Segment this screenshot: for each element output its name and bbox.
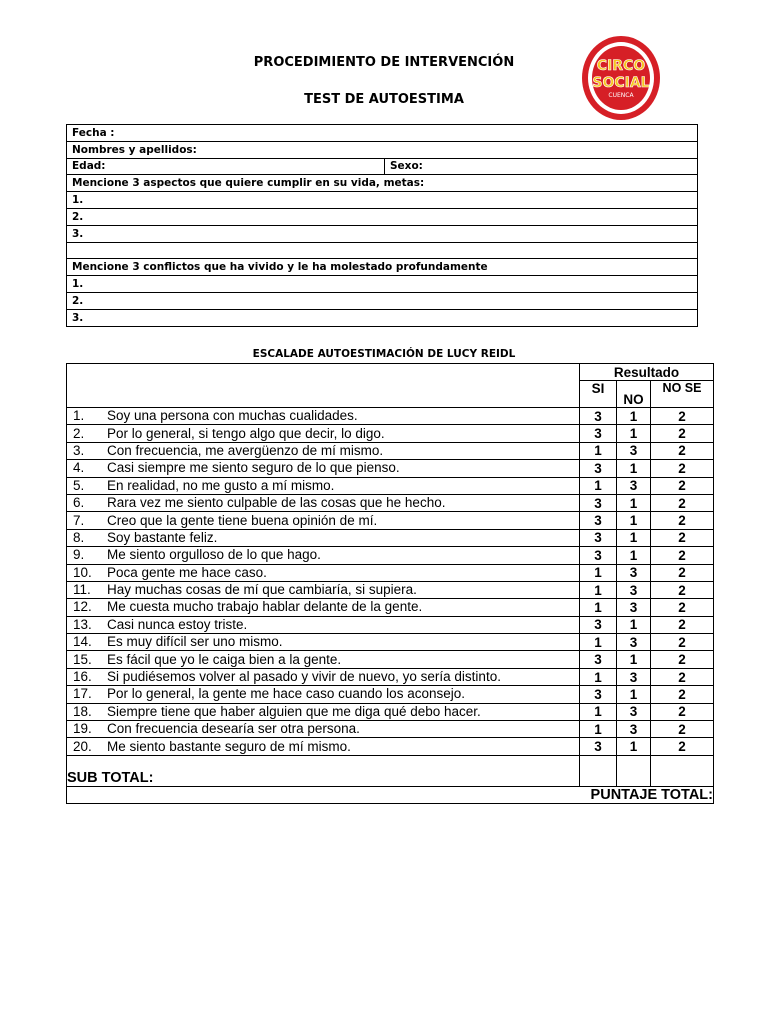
self-esteem-scale-table [66,363,714,804]
item-no-value[interactable]: 3 [617,599,651,616]
item-no-value[interactable]: 3 [617,721,651,738]
item-number: 7. [73,512,85,528]
item-no-value[interactable]: 1 [617,547,651,564]
item-si-value[interactable]: 3 [580,686,617,703]
item-text [67,408,580,425]
item-statement: Me siento bastante seguro de mí mismo. [107,738,351,754]
item-number: 14. [73,634,92,650]
item-nose-value[interactable]: 2 [651,477,714,494]
scale-item-row [67,477,714,494]
item-statement: Casi nunca estoy triste. [107,616,248,632]
edad-field[interactable]: Edad: [67,158,385,175]
item-nose-value[interactable]: 2 [651,738,714,755]
item-statement: Creo que la gente tiene buena opinión de mí. [107,512,378,528]
document-subtitle: TEST DE AUTOESTIMA [304,92,464,107]
item-text [67,564,580,581]
item-nose-value[interactable]: 2 [651,547,714,564]
svg-text:SOCIAL: SOCIAL [592,75,650,91]
item-statement: Con frecuencia desearía ser otra persona. [107,721,360,737]
item-no-value[interactable]: 3 [617,668,651,685]
item-no-value[interactable]: 3 [617,564,651,581]
item-nose-value[interactable]: 2 [651,599,714,616]
item-nose-value[interactable]: 2 [651,634,714,651]
item-number: 11. [73,582,91,598]
conflicto-line[interactable]: 2. [67,292,698,309]
conflicto-line[interactable]: 3. [67,309,698,326]
item-statement: Con frecuencia, me avergüenzo de mí mismo. [107,442,384,458]
scale-item-row [67,651,714,668]
item-text [67,529,580,546]
item-number: 19. [73,721,92,737]
item-no-value[interactable]: 1 [617,425,651,442]
item-text [67,425,580,442]
scale-item-row [67,686,714,703]
item-si-value[interactable]: 3 [580,529,617,546]
subtotal-label: SUB TOTAL: [67,755,580,786]
scale-item-row [67,703,714,720]
item-no-value[interactable]: 3 [617,581,651,598]
item-si-value[interactable]: 3 [580,425,617,442]
scale-item-row [67,581,714,598]
conflictos-label: Mencione 3 conflictos que ha vivido y le ha molestado profundamente [67,259,698,276]
item-text [67,477,580,494]
meta-line[interactable]: 2. [67,208,698,225]
svg-text:CUENCA: CUENCA [608,92,634,99]
item-statement: Es fácil que yo le caiga bien a la gente. [107,651,342,667]
item-number: 13. [73,616,92,632]
item-text [67,494,580,511]
col-nose: NO SE [651,381,714,408]
item-nose-value[interactable]: 2 [651,494,714,511]
item-si-value[interactable]: 1 [580,703,617,720]
metas-label: Mencione 3 aspectos que quiere cumplir en su vida, metas: [67,175,698,192]
item-nose-value[interactable]: 2 [651,686,714,703]
scale-item-row [67,564,714,581]
item-nose-value[interactable]: 2 [651,425,714,442]
scale-item-row [67,738,714,755]
item-nose-value[interactable]: 2 [651,581,714,598]
document-title: PROCEDIMIENTO DE INTERVENCIÓN [253,55,515,70]
item-no-value[interactable]: 1 [617,460,651,477]
item-si-value[interactable]: 1 [580,477,617,494]
item-number: 20. [73,738,92,754]
item-no-value[interactable]: 3 [617,634,651,651]
item-number: 16. [73,669,92,685]
item-statement: Poca gente me hace caso. [107,564,267,580]
item-statement: Me siento orgulloso de lo que hago. [107,547,321,563]
item-no-value[interactable]: 1 [617,738,651,755]
subtotal-nose[interactable] [651,755,714,786]
item-si-value[interactable]: 3 [580,512,617,529]
item-text [67,738,580,755]
item-statement: Rara vez me siento culpable de las cosas que he hecho. [107,495,446,511]
item-si-value[interactable]: 3 [580,460,617,477]
item-text [67,460,580,477]
item-si-value[interactable]: 3 [580,408,617,425]
item-statement: En realidad, no me gusto a mí mismo. [107,477,335,493]
blank-row [67,242,698,259]
item-number: 10. [73,564,92,580]
item-nose-value[interactable]: 2 [651,529,714,546]
item-nose-value[interactable]: 2 [651,564,714,581]
item-statement: Soy bastante feliz. [107,529,218,545]
item-statement: Soy una persona con muchas cualidades. [107,408,358,424]
item-si-value[interactable]: 3 [580,547,617,564]
item-no-value[interactable]: 3 [617,442,651,459]
item-statement: Casi siempre me siento seguro de lo que pienso. [107,460,400,476]
col-si: SI [580,381,617,408]
item-si-value[interactable]: 3 [580,494,617,511]
scale-item-row [67,512,714,529]
item-no-value[interactable]: 1 [617,616,651,633]
meta-line[interactable]: 3. [67,225,698,242]
item-number: 5. [73,477,85,493]
item-nose-value[interactable]: 2 [651,703,714,720]
item-text [67,547,580,564]
item-si-value[interactable]: 1 [580,721,617,738]
item-number: 1. [73,408,85,424]
item-no-value[interactable]: 1 [617,512,651,529]
item-statement: Hay muchas cosas de mí que cambiaría, si supiera. [107,582,417,598]
item-statement: Si pudiésemos volver al pasado y vivir de nuevo, yo sería distinto. [107,669,501,685]
item-text [67,581,580,598]
item-nose-value[interactable]: 2 [651,408,714,425]
header-blank [67,364,580,408]
item-nose-value[interactable]: 2 [651,442,714,459]
item-text [67,634,580,651]
puntaje-total: PUNTAJE TOTAL: [67,786,714,803]
item-text [67,616,580,633]
subtotal-si[interactable] [580,755,617,786]
sexo-field[interactable]: Sexo: [385,158,698,175]
meta-line[interactable]: 1. [67,192,698,209]
item-no-value[interactable]: 3 [617,477,651,494]
item-text [67,599,580,616]
scale-item-row [67,599,714,616]
item-nose-value[interactable]: 2 [651,721,714,738]
item-nose-value[interactable]: 2 [651,460,714,477]
item-statement: Es muy difícil ser uno mismo. [107,634,283,650]
item-si-value[interactable]: 1 [580,668,617,685]
scale-item-row [67,529,714,546]
item-number: 15. [73,651,92,667]
conflicto-line[interactable]: 1. [67,276,698,293]
item-statement: Siempre tiene que haber alguien que me diga qué debo hacer. [107,703,481,719]
item-number: 12. [73,599,92,615]
item-text [67,651,580,668]
item-si-value[interactable]: 1 [580,564,617,581]
svg-text:CIRCO: CIRCO [596,58,646,74]
item-no-value[interactable]: 1 [617,686,651,703]
item-number: 6. [73,495,85,511]
item-statement: Por lo general, si tengo algo que decir, lo digo. [107,425,385,441]
item-si-value[interactable]: 1 [580,581,617,598]
item-si-value[interactable]: 3 [580,651,617,668]
item-number: 9. [73,547,85,563]
scale-item-row [67,494,714,511]
scale-item-row [67,547,714,564]
scale-item-row [67,616,714,633]
item-nose-value[interactable]: 2 [651,512,714,529]
fecha-field[interactable]: Fecha : [67,125,698,142]
item-number: 18. [73,703,92,719]
subtotal-no[interactable] [617,755,651,786]
nombres-field[interactable]: Nombres y apellidos: [67,141,698,158]
item-no-value[interactable]: 3 [617,703,651,720]
item-number: 2. [73,425,85,441]
item-nose-value[interactable]: 2 [651,668,714,685]
scale-title: ESCALADE AUTOESTIMACIÓN DE LUCY REIDL [252,348,516,360]
resultado-header: Resultado [580,364,714,381]
item-text [67,512,580,529]
item-text [67,442,580,459]
item-text [67,668,580,685]
item-no-value[interactable]: 1 [617,529,651,546]
item-number: 3. [73,442,85,458]
scale-item-row [67,721,714,738]
item-si-value[interactable]: 1 [580,599,617,616]
col-no: NO [617,381,651,408]
scale-item-row [67,668,714,685]
item-statement: Por lo general, la gente me hace caso cuando los aconsejo. [107,686,465,702]
circo-social-logo [580,34,662,122]
scale-item-row [67,460,714,477]
item-number: 4. [73,460,85,476]
personal-data-form [66,124,698,327]
item-text [67,703,580,720]
scale-item-row [67,425,714,442]
item-no-value[interactable]: 1 [617,408,651,425]
item-si-value[interactable]: 1 [580,634,617,651]
item-no-value[interactable]: 1 [617,494,651,511]
item-nose-value[interactable]: 2 [651,616,714,633]
item-si-value[interactable]: 3 [580,738,617,755]
item-number: 17. [73,686,92,702]
item-no-value[interactable]: 1 [617,651,651,668]
scale-item-row [67,442,714,459]
scale-item-row [67,408,714,425]
scale-item-row [67,634,714,651]
item-nose-value[interactable]: 2 [651,651,714,668]
item-statement: Me cuesta mucho trabajo hablar delante de la gente. [107,599,423,615]
item-text [67,721,580,738]
item-si-value[interactable]: 1 [580,442,617,459]
item-number: 8. [73,529,85,545]
item-text [67,686,580,703]
item-si-value[interactable]: 3 [580,616,617,633]
